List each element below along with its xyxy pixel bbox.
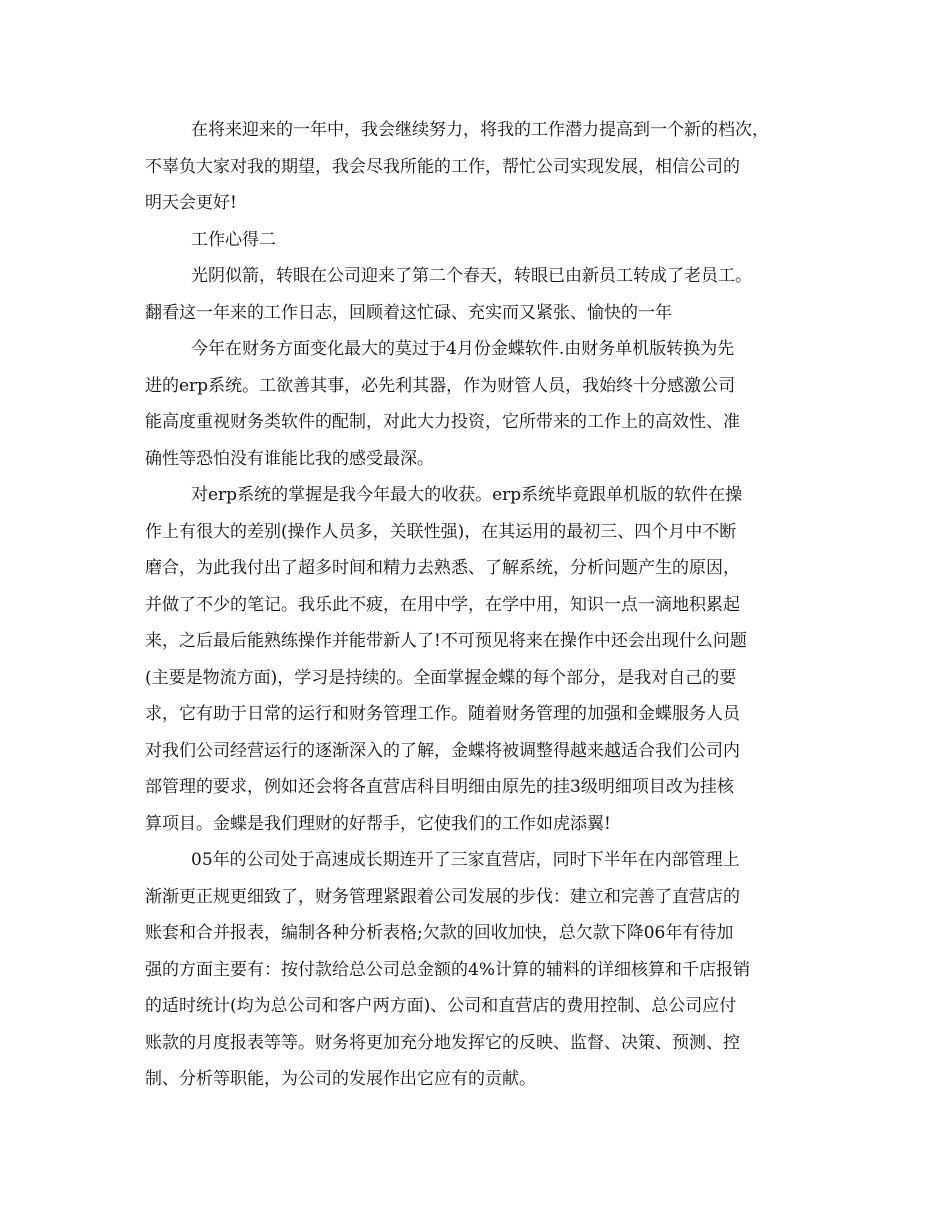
text-line: 账款的月度报表等等。财务将更加充分地发挥它的反映、监督、决策、预测、控	[145, 1032, 740, 1053]
section-heading	[145, 222, 810, 259]
paragraph-intro	[145, 258, 810, 331]
text-line: 确性等恐怕没有谁能比我的感受最深。	[145, 448, 434, 469]
text-line: 进的erp系统。工欲善其事，必先利其器，作为财管人员，我始终十分感激公司	[145, 375, 736, 396]
text-line: 作上有很大的差别(操作人员多，关联性强)，在其运用的最初三、四个月中不断	[145, 521, 737, 542]
text-line: 今年在财务方面变化最大的莫过于4月份金蝶软件.由财务单机版转换为先	[191, 339, 735, 359]
text-line: 对erp系统的掌握是我今年最大的收获。erp系统毕竟跟单机版的软件在操	[191, 485, 743, 505]
text-line: 在将来迎来的一年中，我会继续努力，将我的工作潜力提高到一个新的档次，	[191, 120, 769, 140]
text-line: 的适时统计(均为总公司和客户两方面)、公司和直营店的费用控制、总公司应付	[145, 996, 737, 1016]
text-line: 不辜负大家对我的期望，我会尽我所能的工作，帮忙公司实现发展，相信公司的	[145, 156, 740, 177]
text-line: 能高度重视财务类软件的配制，对此大力投资，它所带来的工作上的高效性、准	[145, 412, 740, 432]
text-line: (主要是物流方面)，学习是持续的。全面掌握金蝶的每个部分，是我对自己的要	[145, 667, 737, 688]
text-line: 05年的公司处于高速成长期连开了三家直营店，同时下半年在内部管理上	[191, 850, 740, 870]
heading-text: 工作心得二	[191, 229, 276, 250]
text-line: 来，之后最后能熟练操作并能带新人了!不可预见将来在操作中还会出现什么问题	[145, 631, 747, 651]
text-line: 磨合，为此我付出了超多时间和精力去熟悉、了解系统，分析问题产生的原因，	[145, 558, 740, 578]
text-line: 求，它有助于日常的运行和财务管理工作。随着财务管理的加强和金蝶服务人员	[145, 704, 740, 724]
text-line: 并做了不少的笔记。我乐此不疲，在用中学，在学中用，知识一点一滴地积累起	[145, 594, 740, 615]
text-line: 部管理的要求，例如还会将各直营店科目明细由原先的挂3级明细项目改为挂核	[145, 777, 734, 797]
text-line: 对我们公司经营运行的逐渐深入的了解，金蝶将被调整得越来越适合我们公司内	[145, 740, 740, 761]
text-line: 明天会更好!	[145, 193, 237, 213]
paragraph-company-growth	[145, 842, 810, 1098]
text-line: 强的方面主要有：按付款给总公司总金额的4%计算的辅料的详细核算和千店报销	[145, 959, 750, 980]
text-line: 渐渐更正规更细致了，财务管理紧跟着公司发展的步伐：建立和完善了直营店的	[145, 886, 740, 907]
text-line: 账套和合并报表，编制各种分析表格;欠款的回收加快，总欠款下降06年有待加	[145, 923, 734, 943]
text-line: 翻看这一年来的工作日志，回顾着这忙碌、充实而又紧张、愉快的一年	[145, 302, 672, 323]
text-line: 光阴似箭，转眼在公司迎来了第二个春天，转眼已由新员工转成了老员工。	[191, 266, 752, 286]
paragraph-erp-mastery	[145, 477, 810, 842]
paragraph-software-change	[145, 331, 810, 477]
document-page	[145, 112, 810, 1098]
paragraph-closing-remarks	[145, 112, 810, 222]
text-line: 算项目。金蝶是我们理财的好帮手，它使我们的工作如虎添翼!	[145, 813, 611, 834]
text-line: 制、分析等职能，为公司的发展作出它应有的贡献。	[145, 1069, 536, 1089]
